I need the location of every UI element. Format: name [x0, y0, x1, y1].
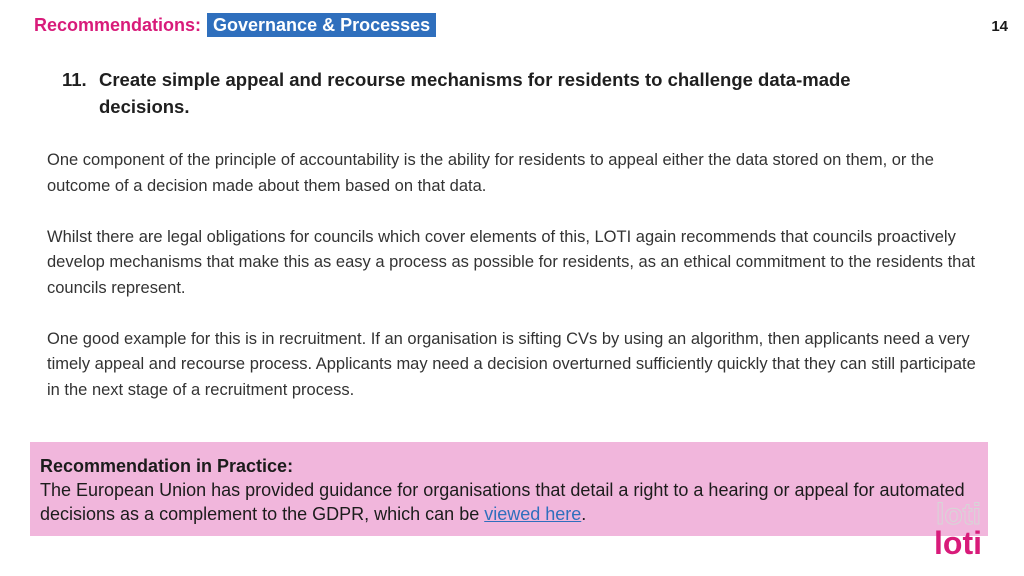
recommendation-in-practice-box — [30, 442, 988, 536]
section-label: Recommendations: — [34, 14, 202, 35]
section-chip: Governance & Processes — [207, 13, 436, 37]
page-number: 14 — [991, 18, 1008, 35]
recommendation-number: 11. — [62, 69, 87, 90]
section-header — [34, 13, 436, 37]
practice-title: Recommendation in Practice: — [40, 456, 294, 476]
paragraph: One good example for this is in recruitment. If an organisation is sifting CVs by using an algorithm, then applicants need a very timely appeal and recourse process. Applicants may need a decision overturned sufficiently quickly that they can still participate in the next stage of a recruitment process. — [47, 329, 976, 399]
logo-watermark: loti — [936, 498, 981, 531]
practice-body: The European Union has provided guidance for organisations that detail a right to a hearing or appeal for automated decisions as a complement to the GDPR, which can be — [40, 480, 965, 524]
body-text — [47, 148, 977, 429]
logo-text: loti — [934, 525, 982, 560]
loti-logo-icon — [932, 490, 994, 560]
paragraph: Whilst there are legal obligations for councils which cover elements of this, LOTI again recommends that councils proactively develop mechanisms that make this as easy a process as possible for residents, as an ethical commitment to the residents that councils represent. — [47, 227, 976, 297]
viewed-here-link[interactable]: viewed here — [484, 504, 582, 524]
recommendation-heading — [62, 66, 942, 120]
practice-text — [40, 478, 978, 526]
recommendation-title: Create simple appeal and recourse mechanisms for residents to challenge data-made decisions. — [99, 69, 851, 117]
practice-end: . — [581, 504, 587, 524]
paragraph: One component of the principle of accountability is the ability for residents to appeal either the data stored on them, or the outcome of a decision made about them based on that data. — [47, 151, 934, 195]
